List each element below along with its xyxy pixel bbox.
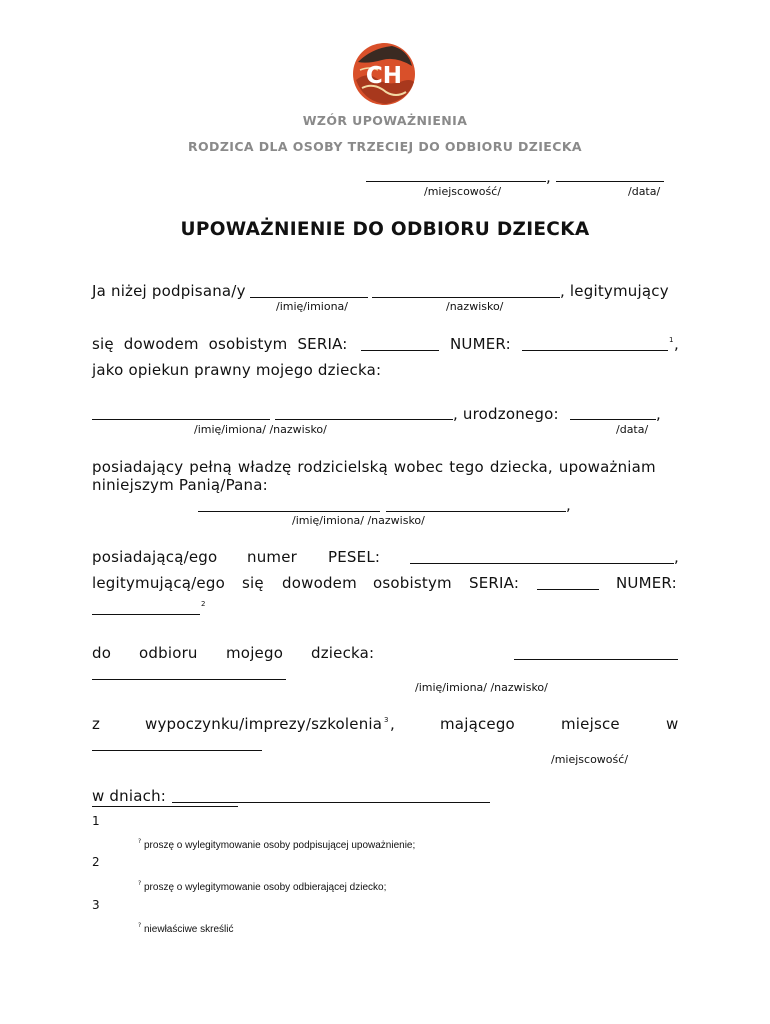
para5-word-1: posiadającą/ego	[92, 548, 218, 566]
footnote-3-text: niewłaściwe skreślić	[144, 924, 234, 935]
event-place-caption: /miejscowość/	[551, 753, 629, 766]
footnote-separator	[92, 806, 238, 807]
footnote-1-mark: ?	[138, 838, 142, 845]
para2-line2: jako opiekun prawny mojego dziecka:	[92, 361, 382, 379]
footnote-2-mark: ?	[138, 880, 142, 887]
header-line-2: RODZICA DLA OSOBY TRZECIEJ DO ODBIORU DZIECKA	[188, 139, 582, 154]
parent-id-number-field[interactable]	[522, 350, 668, 351]
para6-word-2: odbioru	[139, 644, 198, 662]
document-title: UPOWAŻNIENIE DO ODBIORU DZIECKA	[180, 219, 590, 240]
proxy-name-field[interactable]	[198, 511, 380, 512]
footnote-ref-3: 3	[384, 716, 389, 724]
para7-word-4: miejsce	[561, 715, 620, 733]
parent-id-series-field[interactable]	[361, 350, 439, 351]
place-date-comma: ,	[546, 168, 551, 186]
logo-emblem-icon	[352, 42, 416, 106]
parent-name-field[interactable]	[250, 297, 368, 298]
para5-comma: ,	[674, 548, 679, 566]
parent-name-caption: /imię/imiona/	[276, 300, 348, 313]
parent-surname-caption: /nazwisko/	[446, 300, 504, 313]
place-caption: /miejscowość/	[424, 185, 502, 198]
footnote-2-number: 2	[92, 855, 100, 869]
footnote-ref-2: 2	[201, 600, 206, 608]
para5-word-2: numer	[247, 548, 298, 566]
para4-line1: posiadający pełną władzę rodzicielską wobec tego dziecka, upoważniam	[92, 458, 656, 476]
child-pickup-surname-field[interactable]	[92, 679, 286, 680]
child-pickup-name-field[interactable]	[514, 659, 678, 660]
para3-comma: ,	[656, 405, 661, 423]
para6-word-1: do	[92, 644, 112, 662]
para5-line2-word-5: SERIA:	[469, 574, 520, 592]
para7-word-2: wypoczynku/imprezy/szkolenia	[145, 715, 383, 733]
para5-line2-word-2: się	[242, 574, 264, 592]
footnote-3-mark: ?	[138, 922, 142, 929]
proxy-pesel-field[interactable]	[410, 563, 674, 564]
date-field[interactable]	[556, 181, 664, 182]
para1-lead: Ja niżej podpisana/y	[92, 282, 246, 300]
para5-line2-word-6: NUMER:	[616, 574, 677, 592]
para5-line2-word-3: dowodem	[282, 574, 357, 592]
para4-line2: niniejszym Panią/Pana:	[92, 476, 268, 494]
footnote-1-text: proszę o wylegitymowanie osoby podpisującej upoważnienie;	[144, 840, 416, 851]
child-surname-field[interactable]	[275, 419, 453, 420]
footnote-1-number: 1	[92, 814, 100, 828]
para7-comma: ,	[390, 715, 395, 733]
para5-word-3: PESEL:	[328, 548, 381, 566]
footnote-ref-1: 1	[669, 336, 674, 344]
child-birthdate-field[interactable]	[570, 419, 656, 420]
place-field[interactable]	[366, 181, 546, 182]
para2-numer: NUMER:	[450, 335, 511, 353]
proxy-surname-field[interactable]	[386, 511, 566, 512]
para8-lead: w dniach:	[92, 787, 167, 805]
child-name-field[interactable]	[92, 419, 270, 420]
child-pickup-caption: /imię/imiona/ /nazwisko/	[415, 681, 548, 694]
header-line-1: WZÓR UPOWAŻNIENIA	[302, 113, 468, 128]
para7-word-5: w	[666, 715, 679, 733]
date-caption: /data/	[628, 185, 661, 198]
para2-comma: ,	[674, 335, 679, 353]
parent-surname-field[interactable]	[372, 297, 560, 298]
footnote-2-text: proszę o wylegitymowanie osoby odbierającej dziecko;	[144, 882, 387, 893]
para7-word-3: mającego	[440, 715, 515, 733]
para6-word-3: mojego	[226, 644, 284, 662]
para2-lead: się dowodem osobistym SERIA:	[92, 335, 348, 353]
proxy-id-series-field[interactable]	[537, 589, 599, 590]
para4-comma: ,	[566, 496, 571, 514]
child-date-caption: /data/	[616, 423, 649, 436]
footnote-3-number: 3	[92, 898, 100, 912]
para7-word-1: z	[92, 715, 101, 733]
para3-born: , urodzonego:	[453, 405, 559, 423]
proxy-names-caption: /imię/imiona/ /nazwisko/	[292, 514, 425, 527]
svg-text:CH: CH	[365, 63, 403, 89]
para1-tail: , legitymujący	[560, 282, 669, 300]
logo	[352, 42, 416, 106]
para5-line2-word-4: osobistym	[373, 574, 452, 592]
dates-field[interactable]	[172, 802, 490, 803]
event-place-field[interactable]	[92, 750, 262, 751]
proxy-id-number-field[interactable]	[92, 614, 200, 615]
para6-word-4: dziecka:	[311, 644, 375, 662]
para5-line2-word-1: legitymującą/ego	[92, 574, 225, 592]
child-names-caption: /imię/imiona/ /nazwisko/	[194, 423, 327, 436]
